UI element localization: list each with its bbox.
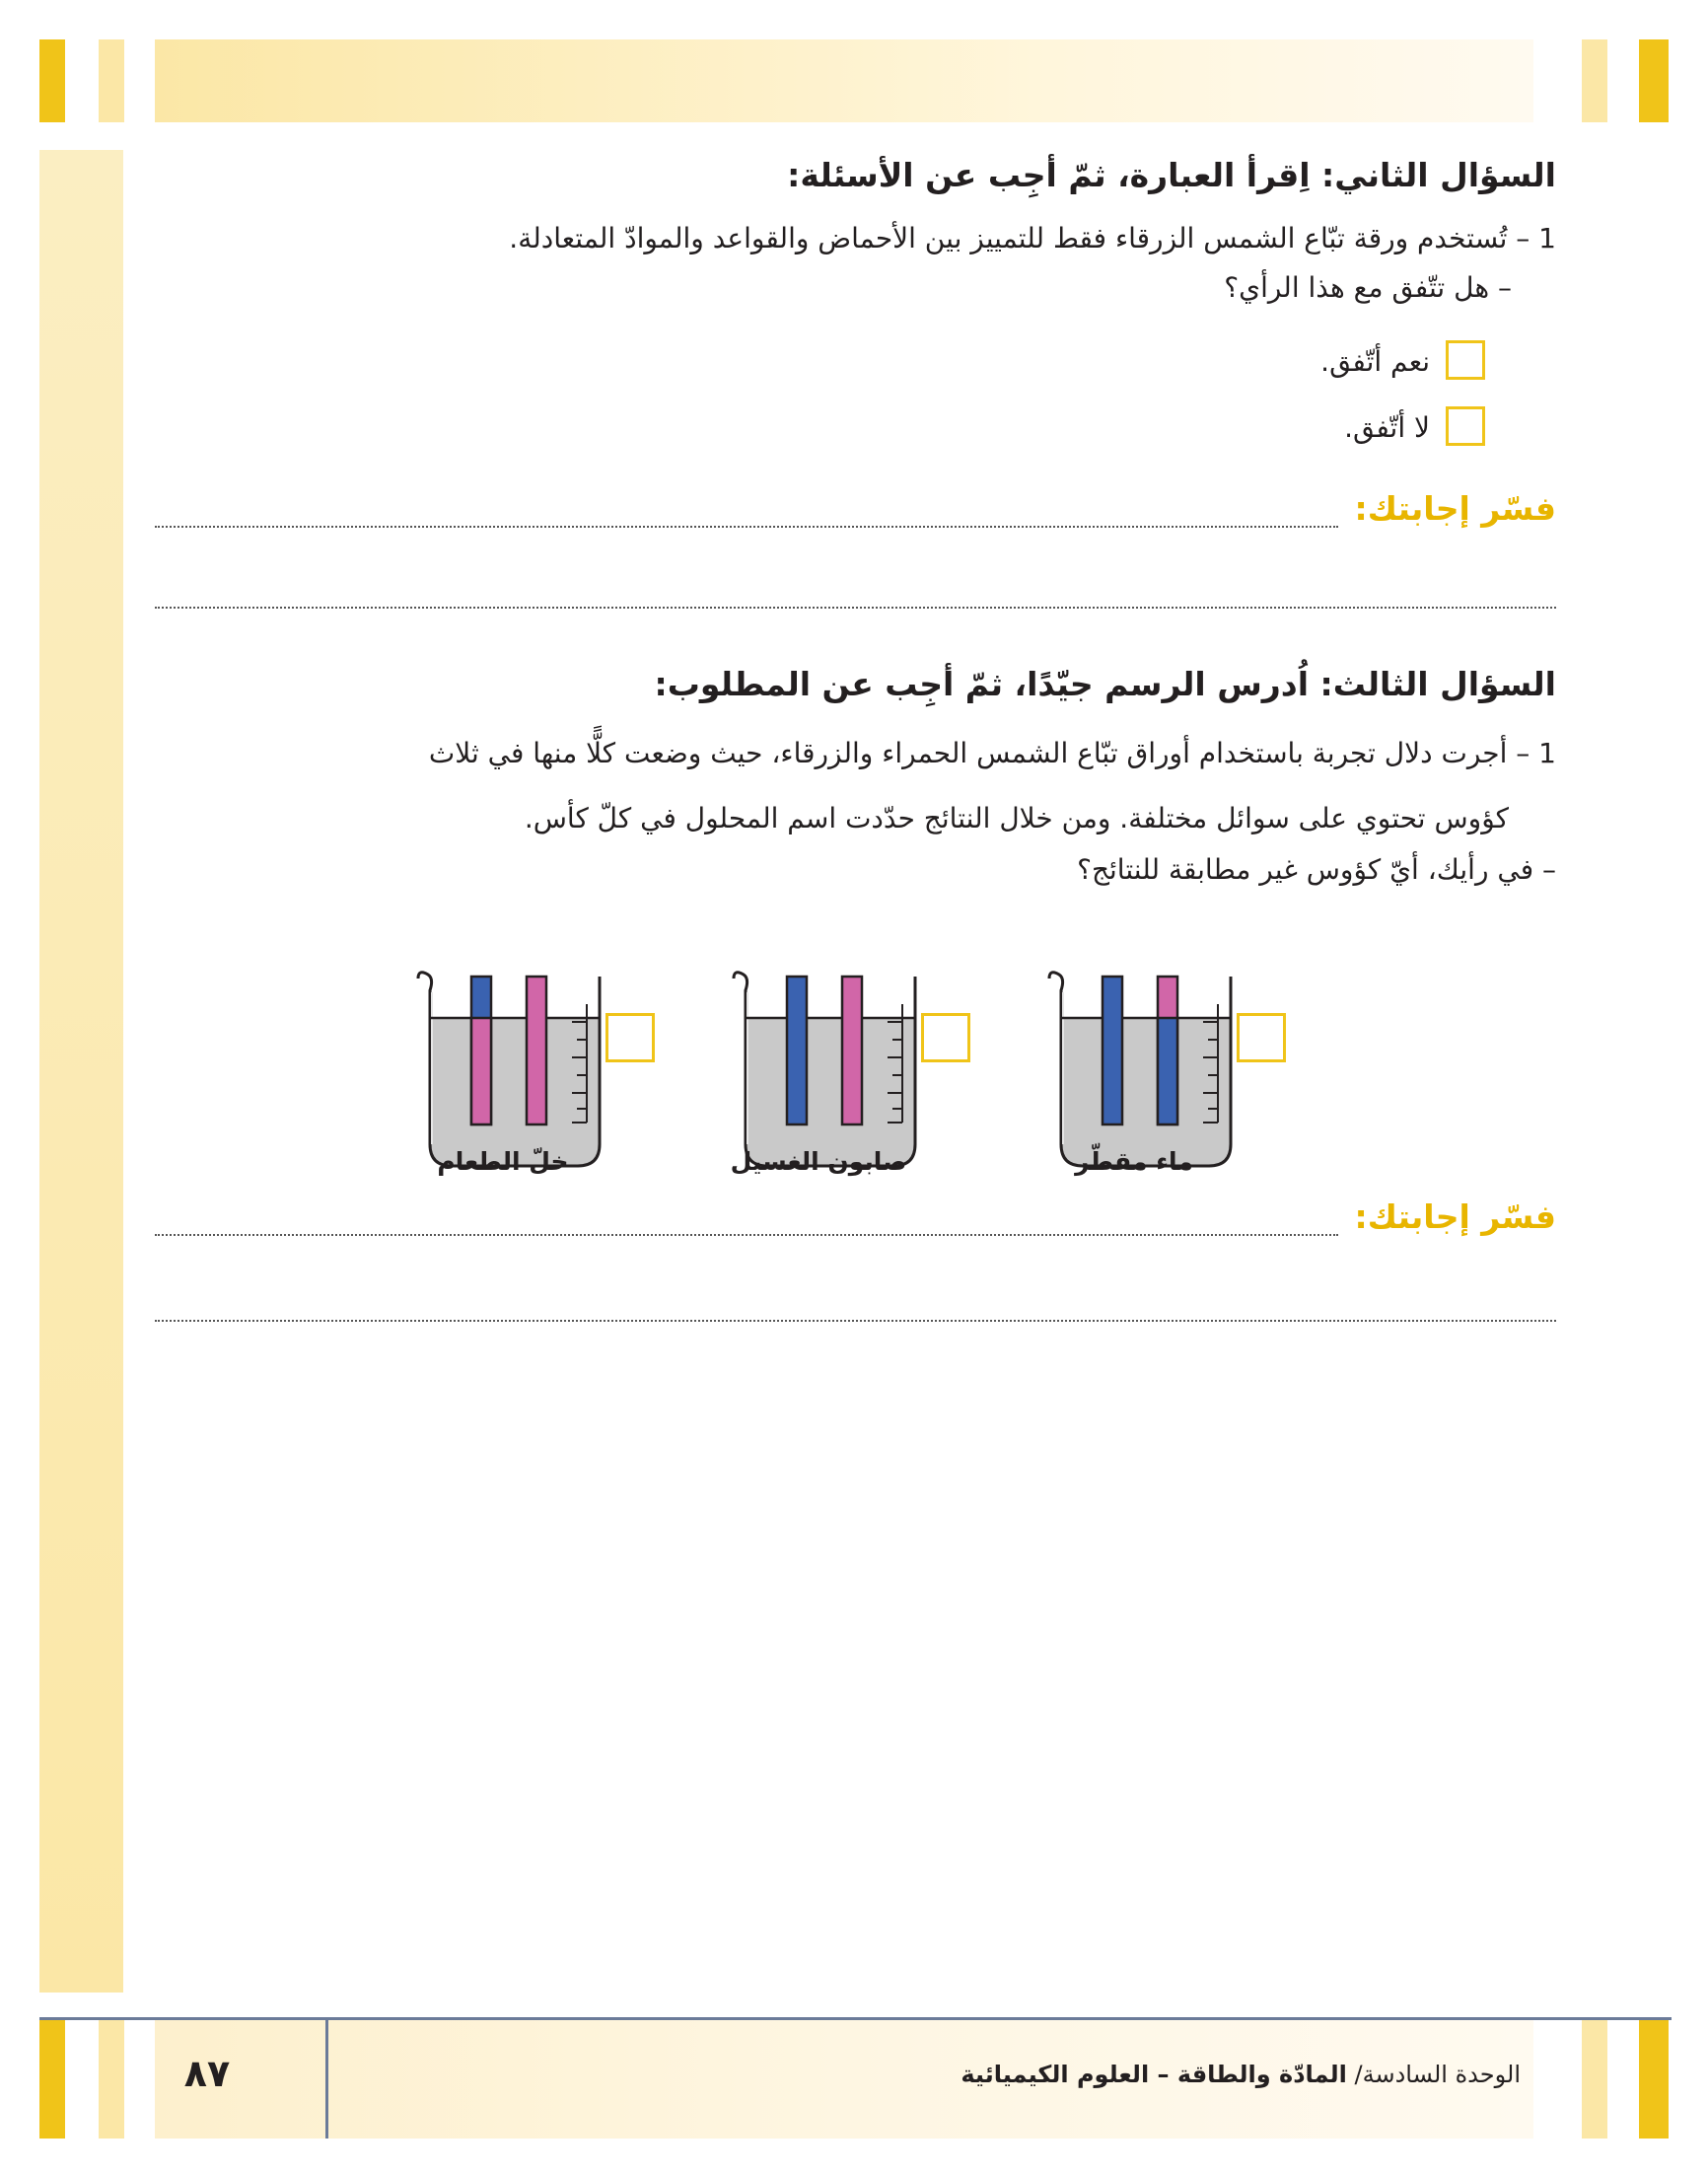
q2-question: – هل تتّفق مع هذا الرأي؟ (1224, 271, 1512, 304)
q2-disagree-checkbox[interactable] (1446, 406, 1485, 446)
footer-bar-left-dark (39, 2020, 65, 2139)
beaker-soap-checkbox[interactable] (921, 1013, 970, 1062)
page-number: ٨٧ (183, 2052, 231, 2095)
beaker-soap-label: صابون الغسيل (730, 1147, 907, 1176)
beaker-water-blue-strip (1103, 977, 1122, 1124)
beaker-water (1049, 973, 1231, 1166)
q2-agree-checkbox[interactable] (1446, 340, 1485, 380)
header-bar-left-light (99, 39, 124, 122)
q3-explain-label: فسّر إجابتك: (1354, 1197, 1556, 1236)
footer-unit-title (690, 2061, 1521, 2088)
side-band (39, 150, 123, 1993)
beaker-water-red-strip-wet (1158, 1018, 1177, 1124)
beaker-vinegar-red-strip (527, 977, 546, 1124)
footer-unit-bold: المادّة والطاقة – العلوم الكيميائية (961, 2061, 1347, 2088)
beaker-vinegar-checkbox[interactable] (605, 1013, 655, 1062)
beaker-vinegar (418, 973, 600, 1166)
q2-item: 1 – تُستخدم ورقة تبّاع الشمس الزرقاء فقط للتمييز بين الأحماض والقواعد والموادّ المتعادلة. (509, 222, 1556, 254)
q2-explain-label: فسّر إجابتك: (1354, 489, 1556, 528)
q3-answer-line-2[interactable] (155, 1320, 1556, 1322)
footer-divider (325, 2020, 328, 2139)
footer-bar-left-light (99, 2020, 124, 2139)
q3-answer-line-1[interactable] (155, 1234, 1338, 1236)
q2-answer-line-2[interactable] (155, 607, 1556, 609)
q3-line-2: كؤوس تحتوي على سوائل مختلفة. ومن خلال النتائج حدّدت اسم المحلول في كلّ كأس. (524, 802, 1509, 834)
header-bar-right-dark (1639, 39, 1669, 122)
footer-bar-right-light (1582, 2020, 1607, 2139)
q2-title: السؤال الثاني: اِقرأ العبارة، ثمّ أجِب عن الأسئلة: (787, 156, 1556, 194)
beaker-water-checkbox[interactable] (1237, 1013, 1286, 1062)
q3-title: السؤال الثالث: اُدرس الرسم جيّدًا، ثمّ أجِب عن المطلوب: (654, 665, 1556, 703)
footer-bar-right-dark (1639, 2020, 1669, 2139)
footer-unit-prefix: الوحدة السادسة/ (1346, 2061, 1521, 2088)
header-bar-left-dark (39, 39, 65, 122)
header-band (155, 39, 1533, 122)
q3-question: – في رأيك، أيّ كؤوس غير مطابقة للنتائج؟ (1077, 853, 1556, 886)
beaker-vinegar-blue-strip-wet (471, 1018, 491, 1124)
beaker-soap-red-strip (842, 977, 862, 1124)
beaker-soap-blue-strip (787, 977, 807, 1124)
beaker-water-label: ماء مقطّر (1075, 1147, 1193, 1176)
q3-line-1: 1 – أجرت دلال تجربة باستخدام أوراق تبّاع الشمس الحمراء والزرقاء، حيث وضعت كلًّا منها في ثلاث (428, 737, 1556, 769)
beaker-vinegar-label: خلّ الطعام (437, 1147, 569, 1176)
q2-answer-line-1[interactable] (155, 526, 1338, 528)
beaker-soap (734, 973, 915, 1166)
q2-disagree-label: لا أتّفق. (1344, 411, 1430, 444)
header-bar-right-light (1582, 39, 1607, 122)
q2-agree-label: نعم أتّفق. (1320, 345, 1430, 378)
